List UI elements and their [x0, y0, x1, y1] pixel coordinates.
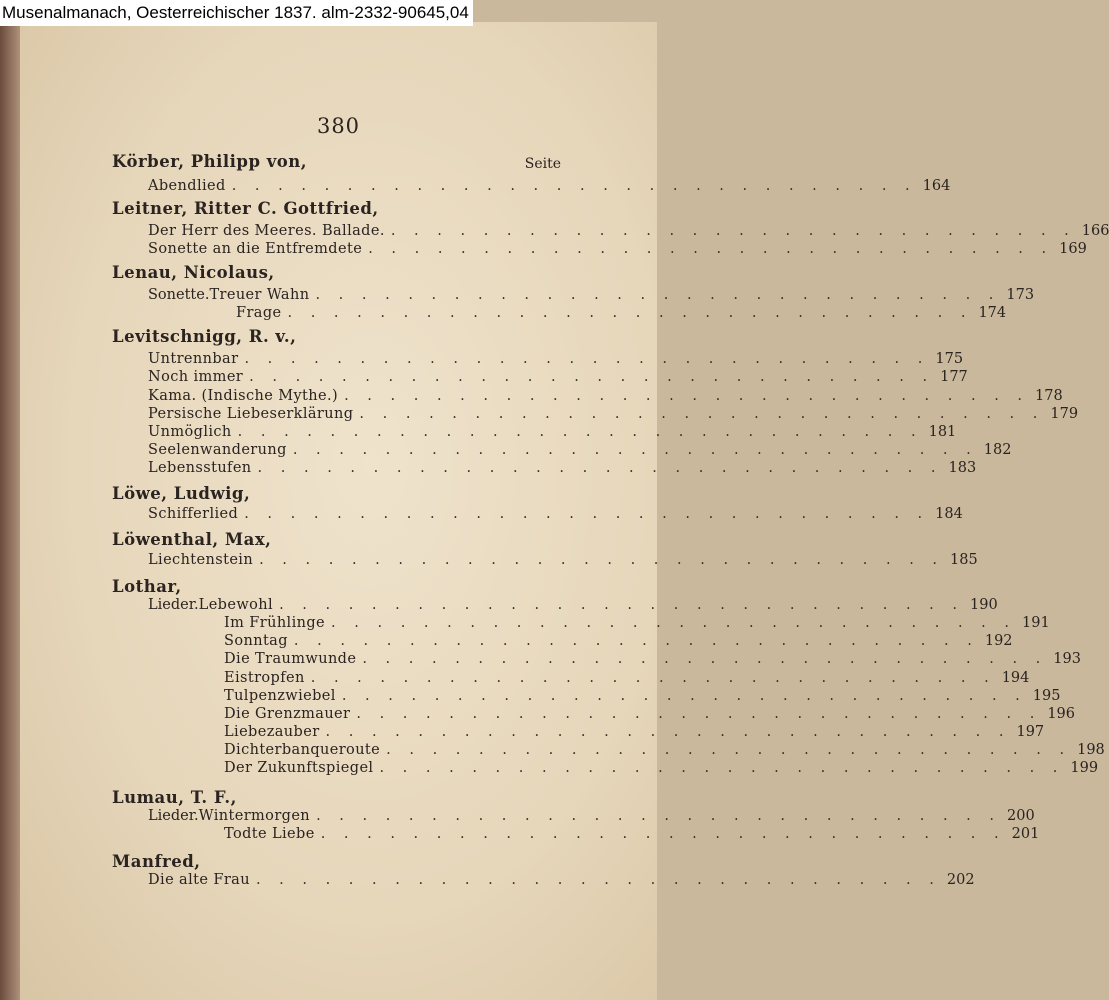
entry-title: Unmöglich [148, 424, 232, 440]
entry-group-label: Lieder. [148, 808, 199, 824]
entry-title: Frage [236, 305, 282, 321]
toc-entry [224, 742, 1105, 760]
toc-entry [224, 724, 1045, 742]
leader-dots: . . . . . . . . . . . . . . . . . . . . . . . . . . . . . . [341, 688, 1027, 704]
toc-entry [224, 651, 1081, 669]
entry-title: Untrennbar [148, 351, 239, 367]
toc-entry [148, 223, 1109, 241]
entry-page: 198 [1077, 742, 1105, 758]
entry-title: Liechtenstein [148, 552, 254, 568]
leader-dots: . . . . . . . . . . . . . . . . . . . . . . . . . . . . . . [257, 460, 943, 476]
entry-page: 195 [1032, 688, 1061, 704]
entry-title: Kama. (Indische Mythe.) [148, 388, 339, 404]
entry-group-label: Lieder. [148, 597, 199, 613]
seite-label: Seite [524, 156, 561, 172]
toc-entry [148, 552, 978, 570]
author-heading: Leitner, Ritter C. Gottfried, [112, 199, 379, 218]
toc-entry [148, 872, 975, 890]
leader-dots: . . . . . . . . . . . . . . . . . . . . . . . . . . . . . . [231, 178, 917, 194]
leader-dots: . . . . . . . . . . . . . . . . . . . . . . . . . . . . . . [249, 369, 935, 385]
entry-title: Die Grenzmauer [224, 706, 351, 722]
leader-dots: . . . . . . . . . . . . . . . . . . . . . . . . . . . . . . [362, 651, 1048, 667]
toc-entry [224, 706, 1076, 724]
toc-entry [148, 369, 968, 387]
leader-dots: . . . . . . . . . . . . . . . . . . . . . . . . . . . . . . [325, 724, 1011, 740]
author-heading: Lothar, [112, 577, 182, 596]
leader-dots: . . . . . . . . . . . . . . . . . . . . . . . . . . . . . . [379, 760, 1065, 776]
entry-title: Tulpenzwiebel [224, 688, 336, 704]
toc-entry [148, 424, 957, 442]
leader-dots: . . . . . . . . . . . . . . . . . . . . . . . . . . . . . . [344, 388, 1030, 404]
entry-title: Schifferlied [148, 506, 239, 522]
toc-entry [148, 808, 1035, 826]
author-heading: Levitschnigg, R. v., [112, 327, 297, 346]
book-page [20, 22, 1109, 1000]
entry-title: Abendlied [148, 178, 226, 194]
leader-dots: . . . . . . . . . . . . . . . . . . . . . . . . . . . . . . [237, 424, 923, 440]
entry-page: 193 [1053, 651, 1081, 667]
toc-entry [148, 597, 998, 615]
entry-title: Sonntag [224, 633, 288, 649]
entry-page: 174 [978, 305, 1007, 321]
author-heading: Löwenthal, Max, [112, 530, 272, 549]
leader-dots: . . . . . . . . . . . . . . . . . . . . . . . . . . . . . . [315, 287, 1001, 303]
entry-page: 201 [1011, 826, 1040, 842]
entry-page: 192 [984, 633, 1013, 649]
entry-page: 166 [1081, 223, 1109, 239]
author-heading: Lumau, T. F., [112, 788, 237, 807]
leader-dots: . . . . . . . . . . . . . . . . . . . . . . . . . . . . . . [316, 808, 1002, 824]
entry-title: Liebezauber [224, 724, 320, 740]
entry-page: 178 [1035, 388, 1063, 404]
toc-entry [148, 178, 951, 196]
leader-dots: . . . . . . . . . . . . . . . . . . . . . . . . . . . . . . [386, 742, 1072, 758]
entry-page: 183 [948, 460, 977, 476]
leader-dots: . . . . . . . . . . . . . . . . . . . . . . . . . . . . . . [320, 826, 1006, 842]
entry-page: 194 [1001, 670, 1030, 686]
entry-title: Im Frühlinge [224, 615, 326, 631]
toc-entry [148, 287, 1035, 305]
toc-entry [148, 406, 1079, 424]
toc-entry [224, 688, 1061, 706]
author-heading: Lenau, Nicolaus, [112, 263, 275, 282]
leader-dots: . . . . . . . . . . . . . . . . . . . . . . . . . . . . . . [310, 670, 996, 686]
entry-page: 175 [935, 351, 964, 367]
entry-title: Die Traumwunde [224, 651, 357, 667]
entry-title: Lebewohl [198, 597, 274, 613]
toc-entry [224, 826, 1040, 844]
entry-title: Dichterbanqueroute [224, 742, 381, 758]
author-heading: Körber, Philipp von, [112, 152, 308, 171]
entry-title: Der Herr des Meeres. Ballade. [148, 223, 385, 239]
entry-page: 169 [1059, 241, 1087, 257]
author-heading: Manfred, [112, 852, 201, 871]
entry-title: Todte Liebe [224, 826, 315, 842]
book-spine [0, 22, 22, 1000]
entry-title: Treuer Wahn [209, 287, 310, 303]
entry-page: 184 [935, 506, 963, 522]
entry-group-label: Sonette. [148, 287, 210, 303]
toc-entry [224, 670, 1030, 688]
entry-page: 200 [1007, 808, 1035, 824]
entry-page: 196 [1047, 706, 1076, 722]
entry-title: Seelenwanderung [148, 442, 287, 458]
leader-dots: . . . . . . . . . . . . . . . . . . . . . . . . . . . . . . [390, 223, 1076, 239]
leader-dots: . . . . . . . . . . . . . . . . . . . . . . . . . . . . . . [293, 633, 979, 649]
entry-title: Noch immer [148, 369, 244, 385]
leader-dots: . . . . . . . . . . . . . . . . . . . . . . . . . . . . . . [244, 351, 930, 367]
toc-entry [224, 615, 1050, 633]
entry-page: 202 [946, 872, 975, 888]
toc-entry [148, 388, 1063, 406]
toc-entry [148, 351, 964, 369]
leader-dots: . . . . . . . . . . . . . . . . . . . . . . . . . . . . . . [368, 241, 1054, 257]
entry-title: Die alte Frau [148, 872, 250, 888]
entry-page: 199 [1070, 760, 1099, 776]
toc-entry [224, 760, 1099, 778]
entry-page: 182 [983, 442, 1012, 458]
leader-dots: . . . . . . . . . . . . . . . . . . . . . . . . . . . . . . [279, 597, 965, 613]
leader-dots: . . . . . . . . . . . . . . . . . . . . . . . . . . . . . . [359, 406, 1045, 422]
entry-page: 173 [1006, 287, 1035, 303]
entry-title: Sonette an die Entfremdete [148, 241, 363, 257]
entry-title: Der Zukunftspiegel [224, 760, 374, 776]
author-heading: Löwe, Ludwig, [112, 484, 251, 503]
entry-page: 197 [1016, 724, 1045, 740]
entry-page: 181 [928, 424, 957, 440]
entry-page: 190 [970, 597, 998, 613]
image-caption: Musenalmanach, Oesterreichischer 1837. alm-2332-90645,04 [0, 0, 473, 26]
entry-page: 179 [1050, 406, 1079, 422]
leader-dots: . . . . . . . . . . . . . . . . . . . . . . . . . . . . . . [255, 872, 941, 888]
entry-page: 164 [922, 178, 951, 194]
leader-dots: . . . . . . . . . . . . . . . . . . . . . . . . . . . . . . [259, 552, 945, 568]
toc-entry [224, 633, 1013, 651]
toc-entry [148, 442, 1012, 460]
page-number: 380 [316, 114, 361, 138]
leader-dots: . . . . . . . . . . . . . . . . . . . . . . . . . . . . . . [292, 442, 978, 458]
entry-title: Eistropfen [224, 670, 305, 686]
leader-dots: . . . . . . . . . . . . . . . . . . . . . . . . . . . . . . [331, 615, 1016, 631]
toc-entry [148, 506, 963, 524]
entry-title: Lebensstufen [148, 460, 252, 476]
toc-entry [148, 241, 1087, 259]
entry-page: 177 [940, 369, 968, 385]
leader-dots: . . . . . . . . . . . . . . . . . . . . . . . . . . . . . . [287, 305, 973, 321]
entry-page: 191 [1022, 615, 1050, 631]
entry-title: Wintermorgen [198, 808, 311, 824]
leader-dots: . . . . . . . . . . . . . . . . . . . . . . . . . . . . . . [244, 506, 930, 522]
entry-title: Persische Liebeserklärung [148, 406, 354, 422]
leader-dots: . . . . . . . . . . . . . . . . . . . . . . . . . . . . . . [356, 706, 1042, 722]
entry-page: 185 [950, 552, 978, 568]
toc-entry [236, 305, 1007, 323]
toc-entry [148, 460, 977, 478]
